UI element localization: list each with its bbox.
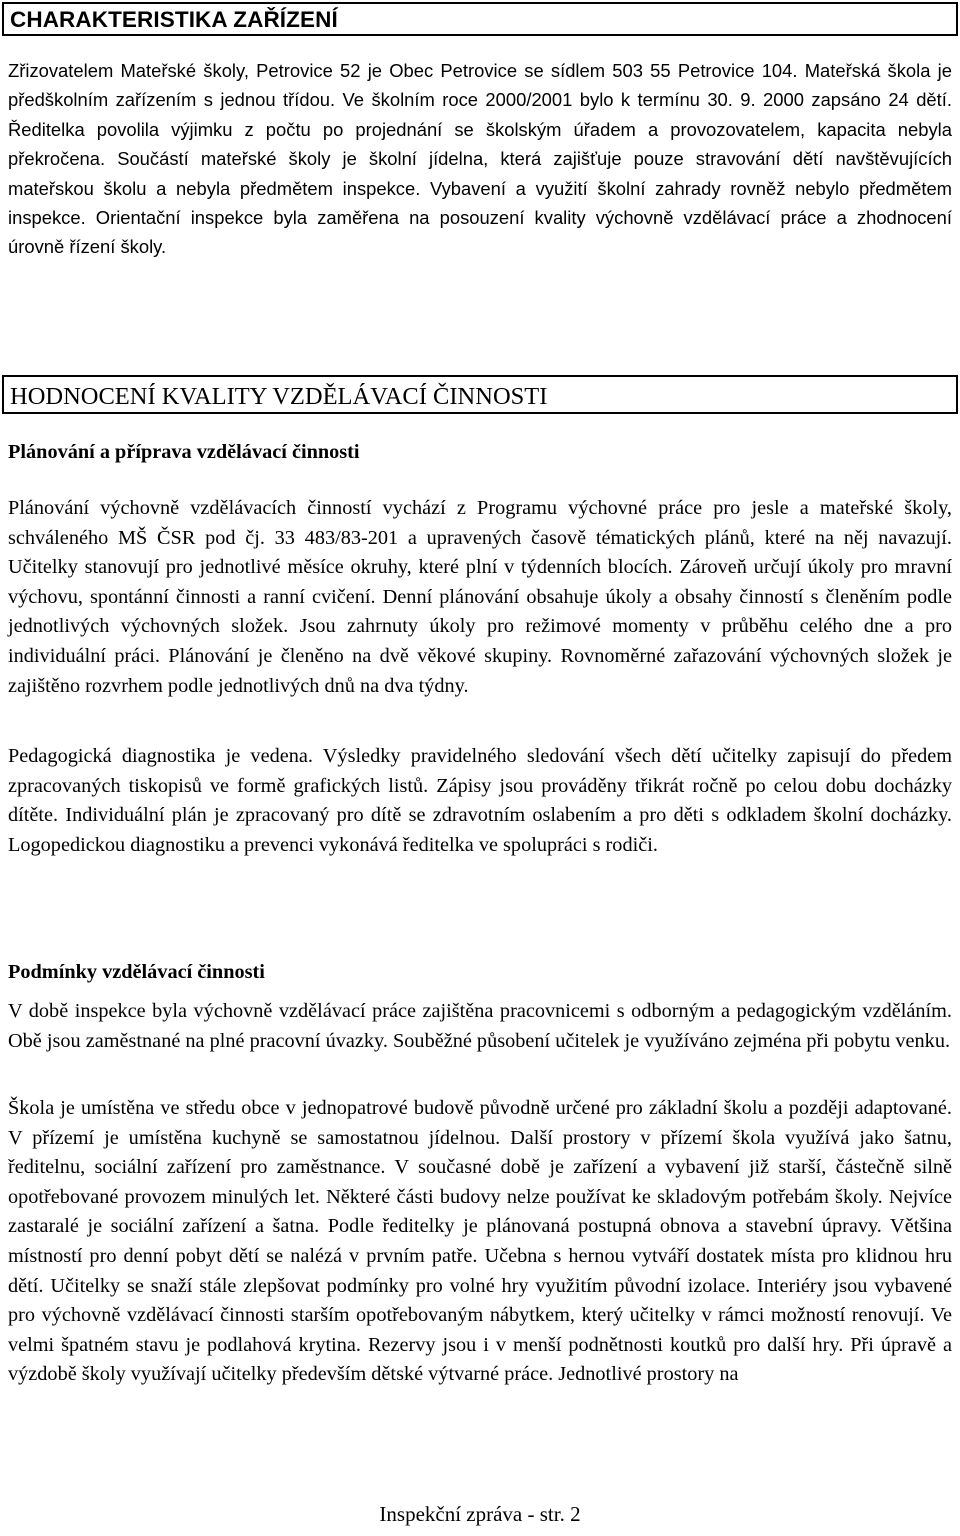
section-title-box bbox=[2, 375, 958, 414]
conditions-paragraph-2: Škola je umístěna ve středu obce v jednopatrové budově původně určené pro základní školu a později adaptované. V přízemí je umístěna kuchyně se samostatnou jídelnou. Další prostory v přízemí škola využívá jako šatnu, ředitelnu, sociální zařízení pro zaměstnance. V současné době je zařízení a vybavení již starší, částečně silně opotřebované provozem minulých let. Některé části budovy nelze používat ke skladovým potřebám školy. Nejvíce zastaralé je sociální zařízení a šatna. Podle ředitelky je plánovaná postupná obnova a stavební úpravy. Většina místností pro denní pobyt dětí se nalézá v prvním patře. Učebna s hernou vytváří dostatek místa pro klidnou hru dětí. Učitelky se snaží stále zlepšovat podmínky pro volné hry využitím původní izolace. Interiéry jsou vybavené pro výchovně vzdělávací činnosti starším opotřebovaným nábytkem, který učitelky v rámci možností renovují. Ve velmi špatném stavu je podlahová krytina. Rezervy jsou i v menší podnětnosti koutků pro další hry. Při úpravě a výzdobě školy využívají učitelky především dětské výtvarné práce. Jednotlivé prostory na bbox=[8, 1097, 952, 1386]
planning-paragraph-1: Plánování výchovně vzdělávacích činností vychází z Programu výchovné práce pro jesle a mateřské školy, schváleného MŠ ČSR pod čj. 33 483/83-201 a upravených časově tématických plánů, které na něj navazují. Učitelky stanovují pro jednotlivé měsíce okruhy, které plní v týdenních blocích. Zároveň určují úkoly pro mravní výchovu, spontánní činnosti a ranní cvičení. Denní plánování obsahuje úkoly a obsahy činností s členěním podle jednotlivých výchovných složek. Jsou zahrnuty úkoly pro režimové momenty v průběhu celého dne a pro individuální práci. Plánování je členěno na dvě věkové skupiny. Rovnoměrné zařazování výchovných složek je zajištěno rozvrhem podle jednotlivých dnů na dva týdny. bbox=[8, 497, 952, 697]
section-title-box bbox=[2, 2, 958, 36]
page-footer bbox=[0, 1500, 960, 1528]
subsection-heading-planning: Plánování a příprava vzdělávací činnosti bbox=[8, 441, 360, 463]
footer-page-number: Inspekční zpráva - str. 2 bbox=[379, 1502, 581, 1526]
section-title-quality: HODNOCENÍ KVALITY VZDĚLÁVACÍ ČINNOSTI bbox=[10, 383, 548, 410]
planning-paragraph-2: Pedagogická diagnostika je vedena. Výsledky pravidelného sledování všech dětí učitelky zapisují do předem zpracovaných tiskopisů ve formě grafických listů. Zápisy jsou prováděny třikrát ročně po celou dobu docházky dítěte. Individuální plán je zpracovaný pro dítě se zdravotním oslabením a pro děti s odkladem školní docházky. Logopedickou diagnostiku a prevenci vykonává ředitelka ve spolupráci s rodiči. bbox=[8, 745, 952, 856]
characteristics-paragraph: Zřizovatelem Mateřské školy, Petrovice 52 je Obec Petrovice se sídlem 503 55 Petrovice 104. Mateřská škola je předškolním zařízením s jednou třídou. Ve školním roce 2000/2001 bylo k termínu 30. 9. 2000 zapsáno 24 dětí. Ředitelka povolila výjimku z počtu po projednání se školským úřadem a provozovatelem, kapacita nebyla překročena. Součástí mateřské školy je školní jídelna, která zajišťuje pouze stravování dětí navštěvujících mateřskou školu a nebyla předmětem inspekce. Vybavení a využití školní zahrady rovněž nebylo předmětem inspekce. Orientační inspekce byla zaměřena na posouzení kvality výchovně vzdělávací práce a zhodnocení úrovně řízení školy. bbox=[8, 60, 952, 258]
subsection-heading-conditions: Podmínky vzdělávací činnosti bbox=[8, 961, 265, 983]
conditions-paragraph-1: V době inspekce byla výchovně vzdělávací práce zajištěna pracovnicemi s odborným a pedagogickým vzděláním. Obě jsou zaměstnané na plné pracovní úvazky. Souběžné působení učitelek je využíváno zejména při pobytu venku. bbox=[8, 1000, 952, 1052]
section-title-characteristics: CHARAKTERISTIKA ZAŘÍZENÍ bbox=[10, 7, 338, 32]
